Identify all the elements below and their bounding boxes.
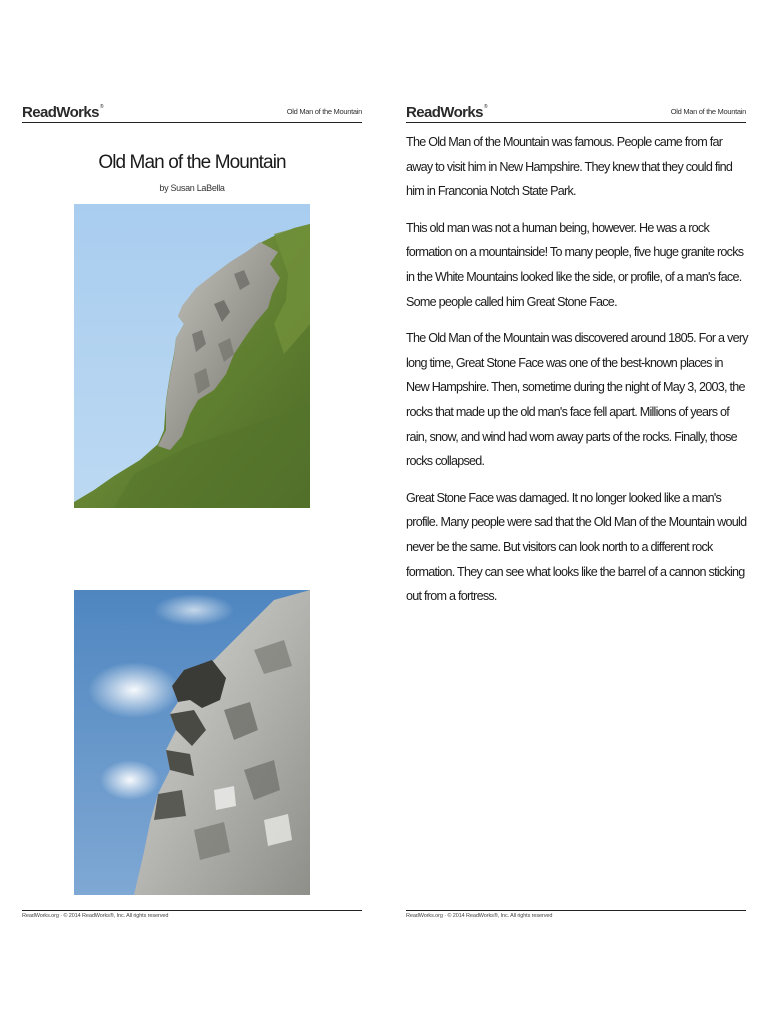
running-title: Old Man of the Mountain	[286, 107, 362, 116]
readworks-logo: ReadWorks®	[406, 104, 487, 121]
page-footer: ReadWorks.org · © 2014 ReadWorks®, Inc. All rights reserved	[22, 913, 169, 919]
stone-face-photo	[74, 590, 310, 895]
article-title: Old Man of the Mountain	[98, 152, 286, 173]
page-header	[22, 104, 362, 124]
paragraph: The Old Man of the Mountain was famous. People came from far away to visit him in New Hampshire. They knew that they could find him in Franconia Notch State Park.	[406, 135, 733, 199]
readworks-logo: ReadWorks®	[22, 104, 103, 121]
paragraph: Great Stone Face was damaged. It no longer looked like a man's profile. Many people were sad that the Old Man of the Mountain would never be the same. But visitors can look north to a different rock formation. They can see what looks like the barrel of a cannon sticking out from a fortress.	[406, 490, 747, 604]
paragraph: The Old Man of the Mountain was discovered around 1805. For a very long time, Great Stone Face was one of the best-known places in New Hampshire. Then, sometime during the night of May 3, 2003, the rocks that made up the old man's face fell apart. Millions of years of rain, snow, and wind had worn away parts of the rocks. Finally, those rocks collapsed.	[406, 331, 748, 469]
footer-divider	[406, 910, 746, 911]
article-body	[406, 130, 748, 621]
header-divider	[22, 122, 362, 123]
running-title: Old Man of the Mountain	[670, 107, 746, 116]
right-page	[406, 0, 746, 1024]
page-footer: ReadWorks.org · © 2014 ReadWorks®, Inc. All rights reserved	[406, 913, 553, 919]
article-byline: by Susan LaBella	[159, 183, 225, 193]
footer-divider	[22, 910, 362, 911]
left-page	[22, 0, 362, 1024]
paragraph: This old man was not a human being, however. He was a rock formation on a mountainside! To many people, five huge granite rocks in the White Mountains looked like the side, or profile, of a man's face. Some people called him Great Stone Face.	[406, 220, 744, 309]
page-header	[406, 104, 746, 124]
header-divider	[406, 122, 746, 123]
mountain-profile-photo	[74, 204, 310, 508]
